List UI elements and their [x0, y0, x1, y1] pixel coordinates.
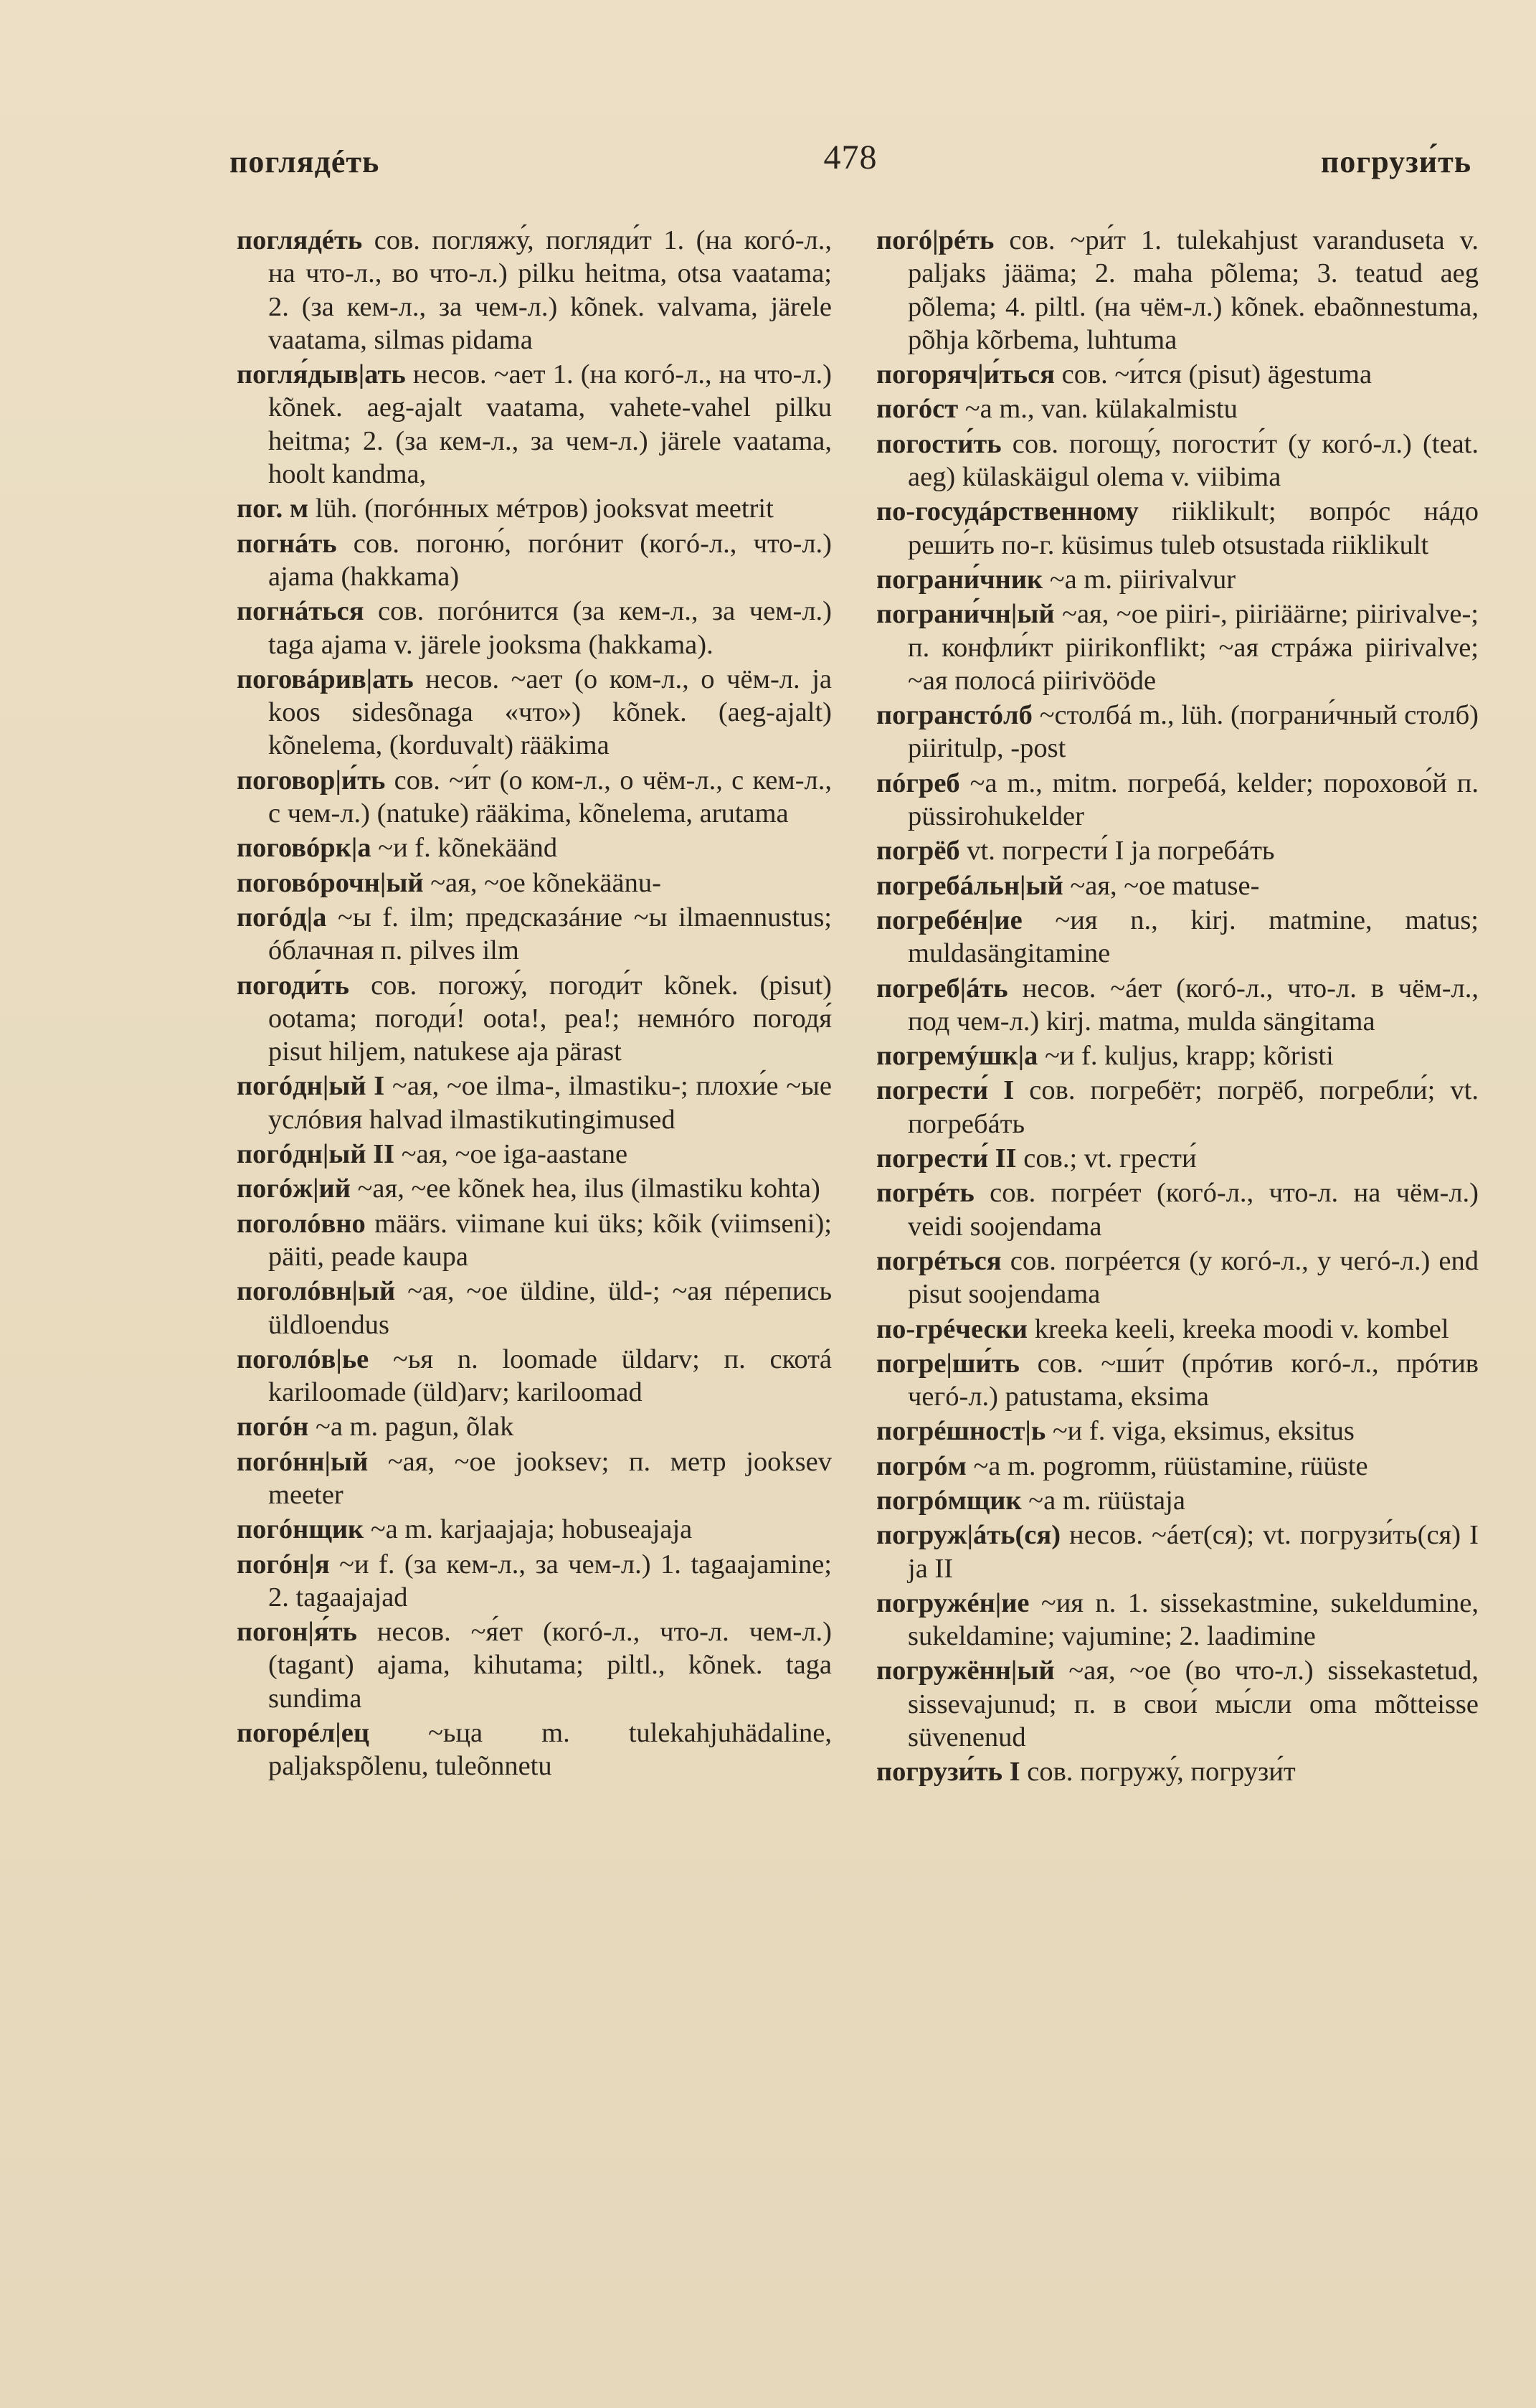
entry-definition: сов. погрéет (когó-л., что-л. на чём-л.) veidi soojendama — [908, 1178, 1479, 1242]
dictionary-entry — [876, 1654, 1479, 1754]
entry-headword: погóн|я — [237, 1549, 330, 1580]
entry-headword: пограни́чн|ый — [876, 599, 1055, 630]
entry-headword: погóд|а — [237, 902, 327, 932]
entry-headword: погнáть — [237, 528, 337, 559]
entry-headword: погóнщик — [237, 1514, 364, 1545]
entry-definition: ~а m. pagun, õlak — [315, 1412, 514, 1443]
entry-headword: поголóвно — [237, 1208, 366, 1239]
entry-definition: ~а m. karjaajaja; hobuseajaja — [370, 1514, 693, 1545]
dictionary-entry — [876, 1755, 1479, 1788]
entry-definition: сов. погружу́, погрузи́т — [1027, 1757, 1296, 1788]
entry-definition: сов.; vt. грести́ — [1023, 1143, 1197, 1174]
entry-headword: пог. м — [237, 494, 309, 524]
entry-definition: ~а m. pogromm, rüüstamine, rüüste — [973, 1450, 1368, 1481]
dictionary-entry — [876, 1415, 1479, 1448]
entry-headword: поголóвн|ый — [237, 1276, 396, 1307]
entry-definition: riiklikult; вопрóс нáдо реши́ть по-г. küsimus tuleb otsustada riiklikult — [908, 496, 1479, 560]
entry-definition: ~ия n. 1. sissekastmine, sukeldumine, sukeldamine; vajumine; 2. laadimine — [908, 1587, 1479, 1652]
entry-headword: погóнн|ый — [237, 1446, 369, 1477]
entry-definition: сов. ~ши́т (прóтив когó-л., прóтив чегó-л.) patustama, eksima — [908, 1348, 1479, 1412]
entry-headword: погремýшк|а — [876, 1041, 1038, 1072]
entry-headword: погребáльн|ый — [876, 870, 1063, 901]
entry-definition: сов. ~и́тся (pisut) ägestuma — [1061, 359, 1373, 390]
page-number: 478 — [823, 138, 878, 176]
entry-headword: погружéн|ие — [876, 1587, 1030, 1618]
entry-headword: погре|ши́ть — [876, 1348, 1020, 1379]
entry-definition: сов. погоню́, погóнит (когó-л., что-л.) ajama (hakkama) — [268, 528, 832, 592]
dictionary-entry — [876, 1142, 1479, 1175]
entry-headword: погоряч|и́ться — [876, 359, 1056, 390]
dictionary-entry — [876, 563, 1479, 596]
dictionary-entry — [876, 699, 1479, 765]
entry-definition: ~ая, ~ое piiri-, piiriäärne; piirivalve-; п. конфли́кт piirikonflikt; ~ая стрáжа piirivalve; ~ая полосá piirivööde — [908, 599, 1479, 696]
entry-definition: ~ая, ~ее kõnek hea, ilus (ilmastiku kohta) — [357, 1174, 820, 1204]
entry-definition: ~ья n. loomade üldarv; п. скотá kariloomade (üld)arv; kariloomad — [268, 1344, 832, 1408]
left-column — [237, 224, 832, 1785]
entry-definition: ~ы f. ilm; предсказáние ~ы ilmaennustus; óблачная п. pilves ilm — [268, 902, 833, 966]
dictionary-entry — [876, 1347, 1479, 1414]
entry-definition: сов. погощу́, погости́т (у когó-л.) (teat. aeg) külaskäigul olema v. viibima — [908, 428, 1479, 493]
entry-definition: сов. погожу́, погоди́т kõnek. (pisut) ootama; погоди́! oota!, pea!; немнóго погодя́ pisut hiljem, natukese aja pärast — [268, 970, 832, 1067]
dictionary-entry — [876, 1039, 1479, 1072]
entry-headword: погранстóлб — [876, 700, 1033, 731]
entry-headword: погрузи́ть I — [876, 1757, 1020, 1788]
dictionary-entry — [237, 492, 832, 525]
entry-headword: погó|рéть — [876, 225, 995, 255]
entry-definition: сов. погрéется (у когó-л., у чегó-л.) end pisut soojendama — [908, 1245, 1479, 1310]
entry-definition: vt. погрести́ I ja погребáть — [967, 836, 1275, 867]
entry-headword: погрéть — [876, 1178, 975, 1209]
dictionary-entry — [237, 1445, 832, 1512]
dictionary-entry — [237, 527, 832, 594]
dictionary-entry — [237, 831, 832, 864]
dictionary-entry — [876, 1074, 1479, 1141]
dictionary-entry — [876, 1450, 1479, 1483]
entry-definition: ~и f. viga, eksimus, eksitus — [1052, 1416, 1355, 1447]
dictionary-entry — [237, 1717, 832, 1783]
dictionary-entry — [876, 598, 1479, 697]
right-column — [876, 224, 1479, 1790]
entry-headword: погружённ|ый — [876, 1656, 1055, 1686]
entry-definition: ~и f. (за кем-л., за чем-л.) 1. tagaajamine; 2. tagaajajad — [268, 1549, 832, 1613]
entry-headword: погля́дыв|ать — [237, 359, 406, 390]
dictionary-entry — [876, 1313, 1479, 1346]
dictionary-entry — [237, 1172, 832, 1205]
entry-definition: ~ая, ~ое matuse- — [1070, 870, 1260, 901]
entry-definition: ~ая, ~ое iga-aastane — [401, 1139, 628, 1170]
entry-headword: погруж|áть(ся) — [876, 1520, 1061, 1551]
dictionary-entry — [876, 1484, 1479, 1517]
entry-headword: погóн — [237, 1412, 309, 1443]
entry-headword: погнáться — [237, 596, 364, 627]
running-header — [229, 138, 1471, 194]
entry-definition: несов. ~ает (о ком-л., о чём-л. ja koos sidesõnaga «что») kõnek. (aeg-ajalt) kõnelema, (korduvalt) rääkima — [268, 664, 832, 761]
entry-definition: ~столбá m., lüh. (пограни́чный столб) piiritulp, -post — [908, 700, 1479, 764]
entry-definition: сов. погребёт; погрёб, погребли́; vt. погребáть — [908, 1075, 1479, 1139]
entry-definition: несов. ~я́ет (когó-л., что-л. чем-л.) (tagant) ajama, kihutama; piltl., kõnek. taga sundima — [268, 1617, 832, 1714]
entry-headword: погóж|ий — [237, 1174, 351, 1204]
dictionary-entry — [237, 1138, 832, 1171]
entry-headword: погребéн|ие — [876, 905, 1023, 935]
entry-headword: погóст — [876, 394, 959, 425]
entry-definition: ~ая, ~ое jooksev; п. метр jooksev meeter — [268, 1446, 832, 1510]
entry-definition: ~ая, ~ое üldine, üld-; ~ая пéрепись üldloendus — [268, 1276, 833, 1340]
entry-headword: погрести́ I — [876, 1075, 1015, 1106]
entry-definition: ~и f. kuljus, krapp; kõristi — [1044, 1041, 1334, 1072]
dictionary-entry — [876, 1176, 1479, 1243]
dictionary-entry — [876, 428, 1479, 494]
entry-definition: ~а m., van. külakalmistu — [964, 394, 1238, 425]
entry-headword: погорéл|ец — [237, 1718, 370, 1749]
dictionary-entry — [237, 224, 832, 357]
dictionary-entry — [876, 224, 1479, 357]
entry-headword: поглядéть — [237, 225, 363, 255]
entry-definition: несов. ~áет (когó-л., что-л. в чём-л., под чем-л.) kirj. matma, mulda sängitama — [908, 973, 1479, 1037]
entry-headword: по-грéчески — [876, 1313, 1028, 1344]
entry-headword: погрéшност|ь — [876, 1416, 1046, 1447]
entry-headword: погреб|áть — [876, 973, 1008, 1004]
header-first-word: поглядéть — [229, 144, 380, 179]
entry-definition: сов. погóнится (за кем-л., за чем-л.) taga ajama v. järele jooksma (hakkama). — [268, 596, 833, 660]
dictionary-entry — [876, 834, 1479, 867]
dictionary-entry — [237, 1513, 832, 1546]
dictionary-entry — [237, 1207, 832, 1274]
entry-headword: поговóрк|а — [237, 833, 371, 864]
entry-definition: ~а m. rüüstaja — [1028, 1485, 1185, 1516]
entry-definition: ~а m., mitm. погребá, kelder; порохово́й п. püssirohukelder — [908, 768, 1479, 832]
dictionary-entry — [876, 767, 1479, 834]
dictionary-entry — [237, 1410, 832, 1443]
entry-headword: погрóмщик — [876, 1485, 1022, 1516]
entry-headword: поголóв|ье — [237, 1344, 369, 1374]
entry-headword: погон|я́ть — [237, 1617, 357, 1648]
entry-headword: погрёб — [876, 836, 960, 867]
entry-headword: погоди́ть — [237, 970, 350, 1001]
dictionary-entry — [876, 495, 1479, 562]
entry-definition: ~и f. kõnekäänd — [378, 833, 558, 864]
entry-headword: пóгреб — [876, 768, 960, 798]
dictionary-entry — [876, 392, 1479, 425]
dictionary-entry — [237, 867, 832, 900]
entry-headword: поговóрочн|ый — [237, 867, 424, 898]
entry-definition: määrs. viimane kui üks; kõik (viimseni); päiti, peade kaupa — [268, 1208, 832, 1272]
entry-headword: по-госудáрственному — [876, 496, 1139, 527]
entry-headword: погрéться — [876, 1245, 1002, 1276]
dictionary-entry — [237, 663, 832, 762]
dictionary-entry — [237, 1275, 832, 1341]
entry-headword: погрести́ II — [876, 1143, 1017, 1174]
dictionary-entry — [237, 1615, 832, 1715]
dictionary-entry — [237, 901, 832, 968]
entry-headword: поговор|и́ть — [237, 765, 386, 795]
dictionary-entry — [237, 358, 832, 491]
entry-definition: lüh. (погóнных мéтров) jooksvat meetrit — [315, 494, 774, 524]
entry-definition: ~ая, ~ое ilma-, ilmastiku-; плохи́е ~ые услóвия halvad ilmastikutingimused — [268, 1071, 833, 1135]
dictionary-entry — [237, 764, 832, 831]
entry-definition: ~ьца m. tulekahjuhädaline, paljakspõlenu, tuleõnnetu — [268, 1718, 833, 1782]
dictionary-entry — [876, 904, 1479, 971]
entry-definition: сов. ~ри́т 1. tulekahjust varanduseta v. paljaks jääma; 2. maha põlema; 3. teatud aeg põlema; 4. piltl. (на чём-л.) kõnek. ebaõnnestuma, põhja kõrbema, luhtuma — [908, 225, 1479, 355]
entry-definition: kreeka keeli, kreeka moodi v. kombel — [1034, 1313, 1449, 1344]
entry-headword: погóдн|ый II — [237, 1139, 395, 1170]
entry-headword: пограни́чник — [876, 564, 1043, 595]
entry-headword: погости́ть — [876, 428, 1002, 459]
entry-definition: несов. ~áет(ся); vt. погрузи́ть(ся) I ja II — [908, 1520, 1479, 1584]
entry-definition: сов. ~и́т (о ком-л., о чём-л., с кем-л., с чем-л.) (natuke) rääkima, kõnelema, arutama — [268, 765, 832, 829]
entry-definition: ~ая, ~ое (во что-л.) sissekastetud, sissevajunud; п. в свои́ мы́сли oma mõtteisse süvenenud — [908, 1656, 1479, 1753]
dictionary-entry — [876, 358, 1479, 391]
entry-definition: ~ия n., kirj. matmine, matus; muldasängitamine — [908, 905, 1479, 969]
dictionary-entry — [237, 1070, 832, 1136]
dictionary-entry — [876, 869, 1479, 902]
entry-headword: поговáрив|ать — [237, 664, 414, 694]
dictionary-entry — [237, 595, 832, 661]
dictionary-entry — [876, 1519, 1479, 1585]
entry-headword: погрóм — [876, 1450, 967, 1481]
dictionary-entry — [876, 1587, 1479, 1653]
dictionary-entry — [876, 1245, 1479, 1311]
dictionary-entry — [876, 972, 1479, 1039]
dictionary-entry — [237, 969, 832, 1069]
header-last-word: погрузи́ть — [1320, 144, 1471, 179]
dictionary-entry — [237, 1548, 832, 1615]
entry-headword: погóдн|ый I — [237, 1071, 385, 1102]
entry-definition: сов. погляжу́, погляди́т 1. (на когó-л., на что-л., во что-л.) pilku heitma, otsa vaatama; 2. (за кем-л., за чем-л.) kõnek. valvama, järele vaatama, silmas pidama — [268, 225, 833, 355]
entry-definition: ~а m. piirivalvur — [1049, 564, 1236, 595]
entry-definition: ~ая, ~ое kõnekäänu- — [430, 867, 661, 898]
entry-definition: несов. ~ает 1. (на когó-л., на что-л.) kõnek. aeg-ajalt vaatama, vahete-vahel pilku heitma; 2. (за кем-л., за чем-л.) järele vaatama, hoolt kandma, — [268, 359, 833, 490]
dictionary-entry — [237, 1343, 832, 1410]
